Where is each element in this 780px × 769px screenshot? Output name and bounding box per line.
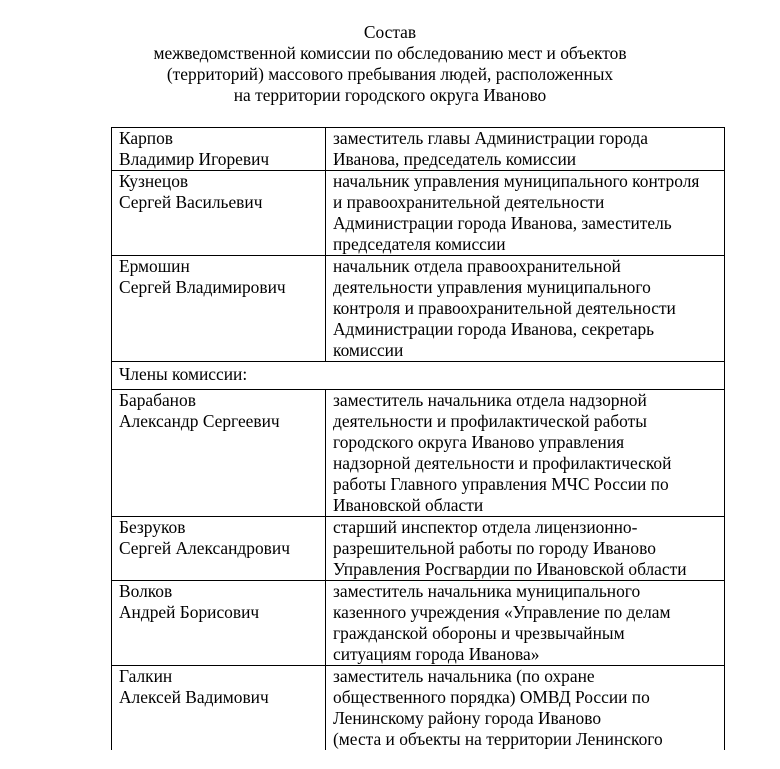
surname: Безруков	[119, 517, 186, 537]
position-line: разрешительной работы по городу Иваново	[333, 538, 656, 558]
member-position-cell	[326, 256, 725, 362]
position-line: городского округа Иваново управления	[333, 432, 625, 452]
given-names: Сергей Александрович	[119, 538, 290, 558]
position-line: начальник управления муниципального контроля	[333, 171, 700, 191]
position-line: (места и объекты на территории Ленинского	[333, 729, 663, 749]
position-line: Ленинскому району города Иваново	[333, 708, 602, 728]
surname: Карпов	[119, 128, 173, 148]
position-line: Управления Росгвардии по Ивановской области	[333, 559, 687, 579]
surname: Волков	[119, 581, 173, 601]
position-line: работы Главного управления МЧС России по	[333, 474, 669, 494]
given-names: Сергей Владимирович	[119, 277, 286, 297]
surname: Ермошин	[119, 256, 190, 276]
section-row	[112, 362, 725, 390]
table-row	[112, 517, 725, 581]
surname: Барабанов	[119, 390, 196, 410]
surname: Галкин	[119, 666, 173, 686]
position-line: надзорной деятельности и профилактической	[333, 453, 672, 473]
table-row	[112, 171, 725, 256]
table-row	[112, 256, 725, 362]
surname: Кузнецов	[119, 171, 189, 191]
member-name-cell	[112, 666, 326, 751]
given-names: Алексей Вадимович	[119, 687, 269, 707]
position-line: ситуациям города Иванова»	[333, 644, 540, 664]
position-line: контроля и правоохранительной деятельности	[333, 298, 676, 318]
title-line: Состав	[363, 22, 417, 42]
position-line: начальник отдела правоохранительной	[333, 256, 621, 276]
position-line: деятельности управления муниципального	[333, 277, 651, 297]
position-line: и правоохранительной деятельности	[333, 192, 605, 212]
table-row	[112, 128, 725, 171]
position-line: казенного учреждения «Управление по делам	[333, 602, 671, 622]
position-line: Ивановской области	[333, 495, 484, 515]
member-name-cell	[112, 517, 326, 581]
given-names: Владимир Игоревич	[119, 149, 270, 169]
position-line: заместитель начальника муниципального	[333, 581, 641, 601]
table-row	[112, 666, 725, 751]
member-position-cell	[326, 171, 725, 256]
position-line: Администрации города Иванова, секретарь	[333, 319, 655, 339]
commission-members-table	[111, 127, 725, 750]
title-line: на территории городского округа Иваново	[233, 85, 547, 105]
position-line: старший инспектор отдела лицензионно-	[333, 517, 638, 537]
title-line: (территорий) массового пребывания людей, расположенных	[166, 64, 614, 84]
given-names: Сергей Васильевич	[119, 192, 263, 212]
member-name-cell	[112, 128, 326, 171]
position-line: деятельности и профилактической работы	[333, 411, 647, 431]
member-position-cell	[326, 390, 725, 517]
member-name-cell	[112, 256, 326, 362]
member-position-cell	[326, 517, 725, 581]
given-names: Александр Сергеевич	[119, 411, 280, 431]
member-position-cell	[326, 128, 725, 171]
position-line: заместитель начальника отдела надзорной	[333, 390, 647, 410]
position-line: Иванова, председатель комиссии	[333, 149, 577, 169]
position-line: общественного порядка) ОМВД России по	[333, 687, 650, 707]
title-line: межведомственной комиссии по обследованию мест и объектов	[153, 43, 627, 63]
table-row	[112, 390, 725, 517]
member-position-cell	[326, 666, 725, 751]
member-name-cell	[112, 390, 326, 517]
position-line: гражданской обороны и чрезвычайным	[333, 623, 625, 643]
given-names: Андрей Борисович	[119, 602, 260, 622]
table-row	[112, 581, 725, 666]
position-line: комиссии	[333, 340, 404, 360]
position-line: Администрации города Иванова, заместитель	[333, 213, 672, 233]
position-line: заместитель главы Администрации города	[333, 128, 648, 148]
position-line: председателя комиссии	[333, 234, 506, 254]
member-position-cell	[326, 581, 725, 666]
position-line: заместитель начальника (по охране	[333, 666, 595, 686]
section-label: Члены комиссии:	[112, 362, 725, 390]
document-title	[0, 22, 780, 106]
member-name-cell	[112, 581, 326, 666]
member-name-cell	[112, 171, 326, 256]
